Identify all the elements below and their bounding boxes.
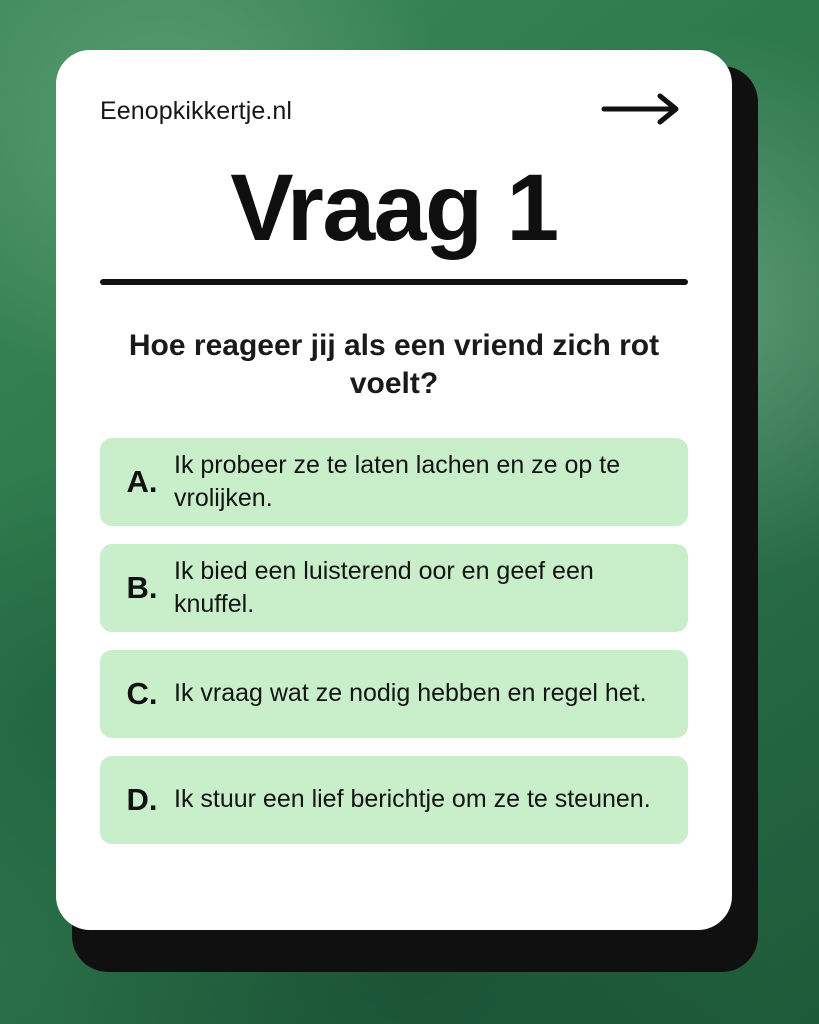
- answer-option-d[interactable]: [100, 756, 688, 844]
- quiz-card: [56, 50, 732, 930]
- brand-label: Eenopkikkertje.nl: [100, 96, 293, 125]
- card-header: [100, 88, 688, 134]
- option-text-d: Ik stuur een lief berichtje om ze te steunen.: [174, 785, 651, 814]
- answer-option-b[interactable]: [100, 544, 688, 632]
- answer-options-list: [100, 438, 688, 844]
- question-text: Hoe reageer jij als een vriend zich rot voelt?: [128, 328, 660, 401]
- option-text-b: Ik bied een luisterend oor en geef een knuffel.: [174, 556, 594, 618]
- option-letter-b: B.: [126, 569, 158, 605]
- option-text-c: Ik vraag wat ze nodig hebben en regel het.: [174, 679, 647, 708]
- title-divider: [100, 279, 688, 285]
- option-letter-c: C.: [126, 675, 158, 711]
- option-letter-d: D.: [126, 781, 158, 817]
- answer-option-a[interactable]: [100, 438, 688, 526]
- answer-option-c[interactable]: [100, 650, 688, 738]
- option-letter-a: A.: [126, 463, 158, 499]
- option-text-a: Ik probeer ze te laten lachen en ze op te vrolijken.: [174, 450, 621, 512]
- page-title: Vraag 1: [230, 155, 558, 261]
- arrow-right-icon[interactable]: [600, 92, 688, 131]
